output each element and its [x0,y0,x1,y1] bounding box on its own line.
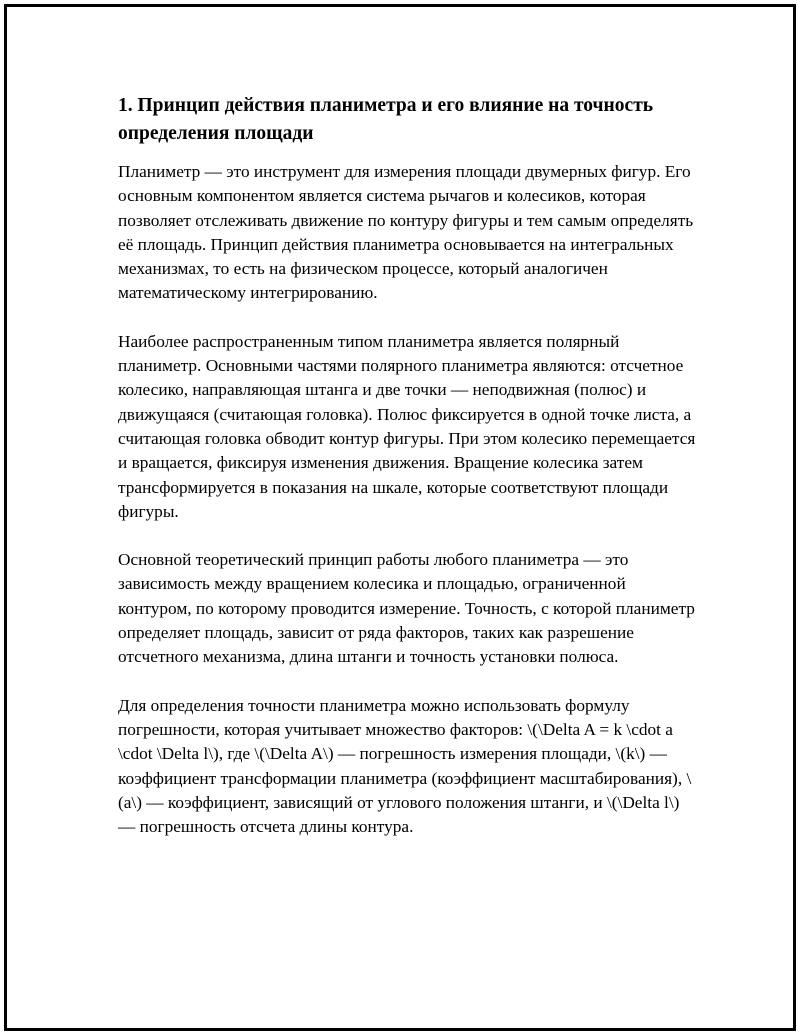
paragraph-4: Для определения точности планиметра можно использовать формулу погрешности, которая учитывает множество факторов: \(\Delta A = k \cdot a \cdot \Delta l\), где \(\Delta A\) — погрешность измерения площади, \(k\) — коэффициент трансформации планиметра (коэффициент масштабирования), \(a\) — коэффициент, зависящий от углового положения штанги, и \(\Delta l\) — погрешность отсчета длины контура. [118,695,692,837]
document-body [118,92,698,863]
paragraph-3: Основной теоретический принцип работы любого планиметра — это зависимость между вращением колесика и площадью, ограниченной контуром, по которому проводится измерение. Точность, с которой планиметр определяет площадь, зависит от ряда факторов, таких как разрешение отсчетного механизма, длина штанги и точность установки полюса. [118,550,695,667]
paragraph-1: Планиметр — это инструмент для измерения площади двумерных фигур. Его основным компонентом является система рычагов и колесиков, которая позволяет отслеживать движение по контуру фигуры и тем самым определять её площадь. Принцип действия планиметра основывается на интегральных механизмах, то есть на физическом процессе, который аналогичен математическому интегрированию. [118,162,694,303]
section-heading: 1. Принцип действия планиметра и его влияние на точность определения площади [118,95,654,144]
paragraph-2: Наиболее распространенным типом планиметра является полярный планиметр. Основными частями полярного планиметра являются: отсчетное колесико, направляющая штанга и две точки — неподвижная (полюс) и движущаяся (считающая головка). Полюс фиксируется в одной точке листа, а считающая головка обводит контур фигуры. При этом колесико перемещается и вращается, фиксируя изменения движения. Вращение колесика затем трансформируется в показания на шкале, которые соответствуют площади фигуры. [118,331,696,521]
